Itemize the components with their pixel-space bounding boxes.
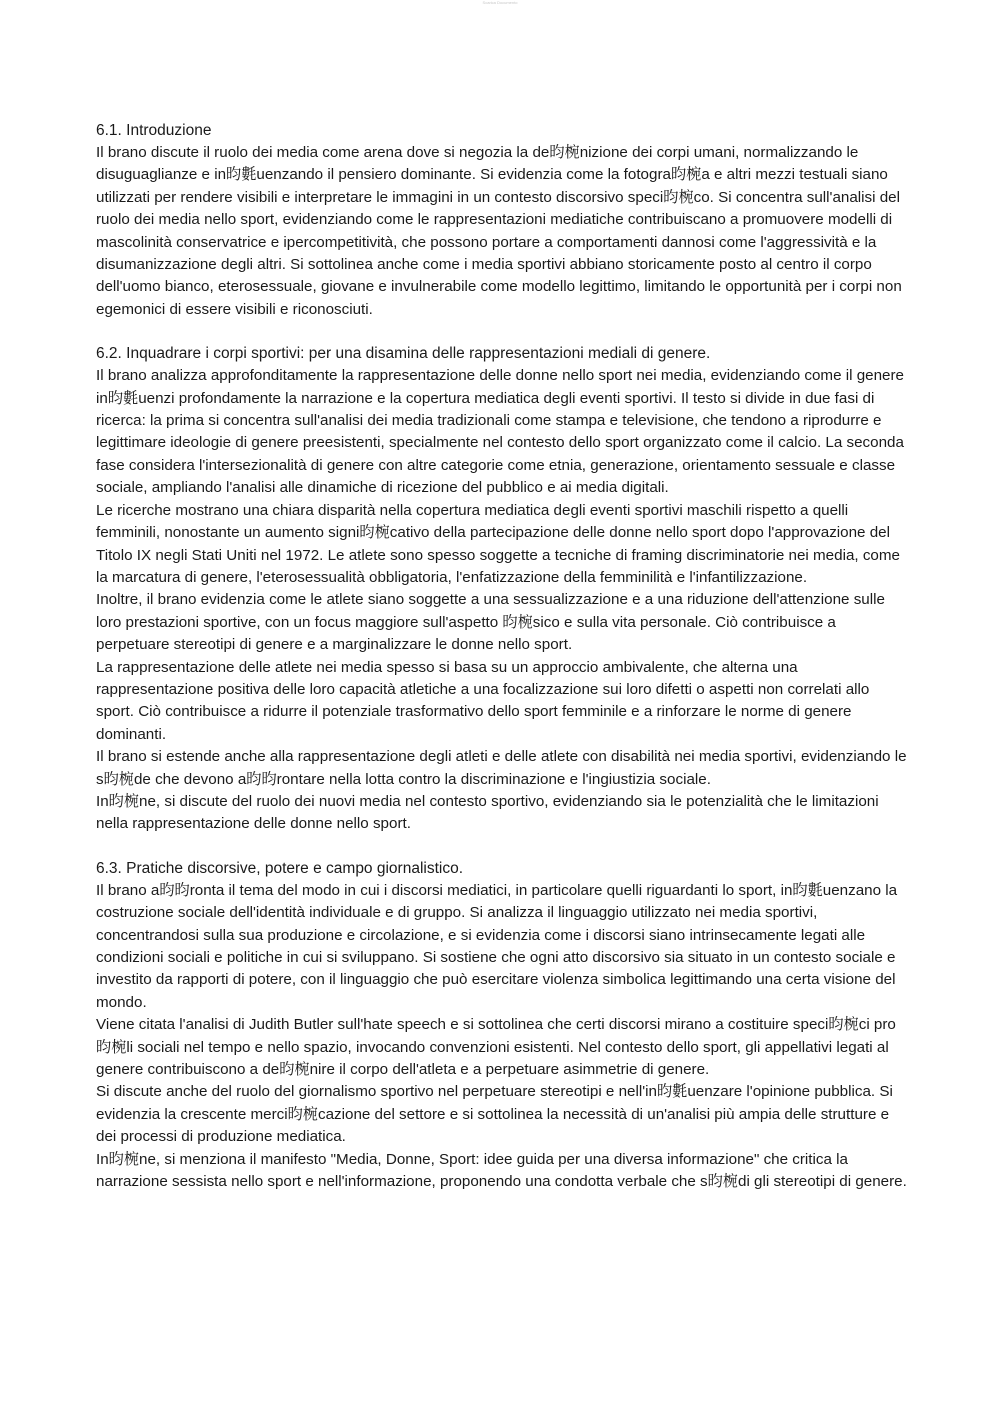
paragraph: La rappresentazione delle atlete nei media spesso si basa su un approccio ambivalente, che alterna una rappresentazione positiva delle loro capacità atletiche a una focalizzazione sui loro difetti o aspetti non correlati allo sport. Ciò contribuisce a ridurre il potenziale trasformativo dello sport femminile e a rinforzare le norme di genere dominanti. xyxy=(96,658,870,743)
section-pratiche-discorsive xyxy=(96,858,908,1194)
paragraph: In昀椀ne, si menziona il manifesto "Media, Donne, Sport: idee guida per una diversa informazione" che critica la narrazione sessista nello sport e nell'informazione, proponendo una condotta verbale che s昀椀di gli stereotipi di genere. xyxy=(96,1150,907,1191)
section-heading: 6.1. Introduzione xyxy=(96,122,212,139)
section-heading: 6.3. Pratiche discorsive, potere e campo giornalistico. xyxy=(96,859,464,877)
section-inquadrare-corpi-sportivi xyxy=(96,343,908,836)
paragraph: Il brano analizza approfonditamente la rappresentazione delle donne nello sport nei media, evidenziando come il genere in昀氀uenzi profondamente la narrazione e la copertura mediatica degli eventi sportivi. Il testo si divide in due fasi di ricerca: la prima si concentra sull'analisi dei media tradizionali come stampa e televisione, che tendono a riprodurre e legittimare ideologie di genere preesistenti, specialmente nel contesto dello sport organizzato come il calcio. La seconda fase considera l'intersezionalità di genere con altre categorie come etnia, generazione, orientamento sessuale e classe sociale, ampliando l'analisi alle dinamiche di ricezione del pubblico e ai media digitali. xyxy=(96,367,905,497)
paragraph: Inoltre, il brano evidenzia come le atlete siano soggette a una sessualizzazione e a una riduzione dell'attenzione sulle loro prestazioni sportive, con un focus maggiore sull'aspetto 昀椀sico e sulla vita personale. Ciò contribuisce a perpetuare stereotipi di genere e a marginalizzare le donne nello sport. xyxy=(96,591,885,654)
paragraph: Si discute anche del ruolo del giornalismo sportivo nel perpetuare stereotipi e nell'in昀氀uenzare l'opinione pubblica. Si evidenzia la crescente merci昀椀cazione del settore e si sottolinea la necessità di un'analisi più ampia delle strutture e dei processi di produzione mediatica. xyxy=(96,1083,893,1146)
paragraph: Il brano discute il ruolo dei media come arena dove si negozia la de昀椀nizione dei corpi umani, normalizzando le disuguaglianze e in昀氀uenzando il pensiero dominante. Si evidenzia come la fotogra昀椀a e altri mezzi testuali siano utilizzati per rendere visibili e interpretare le immagini in un contesto discorsivo speci昀椀co. Si concentra sull'analisi del ruolo dei media nello sport, evidenziando come le rappresentazioni mediatiche contribuiscano a promuovere modelli di mascolinità conservatrice e ipercompetitività, che possono portare a comportamenti dannosi come l'aggressività e la disumanizzazione degli altri. Si sottolinea anche come i media sportivi abbiano storicamente posto al centro il corpo dell'uomo bianco, eterosessuale, giovane e invulnerabile come modello legittimo, limitando le opportunità per i corpi non egemonici di essere visibili e riconosciuti. xyxy=(96,144,902,318)
paragraph: Il brano si estende anche alla rappresentazione degli atleti e delle atlete con disabilità nei media sportivi, evidenziando le s昀椀de che devono a昀昀rontare nella lotta contro la discriminazione e l'ingiustizia sociale. xyxy=(96,748,907,788)
page-watermark: Scarica Documento xyxy=(482,0,518,5)
document-page xyxy=(96,120,908,1215)
paragraph: Il brano a昀昀ronta il tema del modo in cui i discorsi mediatici, in particolare quelli riguardanti lo sport, in昀氀uenzano la costruzione sociale dell'identità individuale e di gruppo. Si analizza il linguaggio utilizzato nei media sportivi, concentrandosi sulla sua produzione e circolazione, e si evidenzia come i discorsi siano intrinsecamente legati alle condizioni sociali e politiche in cui si sviluppano. Si sostiene che ogni atto discorsivo sia situato in un contesto sociale e investito da rapporti di potere, con il linguaggio che può esercitare violenza simbolica legittimando una certa visione del mondo. xyxy=(96,881,898,1011)
paragraph: Viene citata l'analisi di Judith Butler sull'hate speech e si sottolinea che certi discorsi mirano a costituire speci昀椀ci pro昀椀li sociali nel tempo e nello spazio, invocando convenzioni esistenti. Nel contesto dello sport, gli appellativi legati al genere contribuiscono a de昀椀nire il corpo dell'atleta e a perpetuare asimmetrie di genere. xyxy=(96,1016,896,1079)
section-heading: 6.2. Inquadrare i corpi sportivi: per una disamina delle rappresentazioni mediali di genere. xyxy=(96,345,711,363)
paragraph: In昀椀ne, si discute del ruolo dei nuovi media nel contesto sportivo, evidenziando sia le potenzialità che le limitazioni nella rappresentazione delle donne nello sport. xyxy=(96,792,879,833)
section-introduzione xyxy=(96,120,908,321)
paragraph: Le ricerche mostrano una chiara disparità nella copertura mediatica degli eventi sportivi maschili rispetto a quelli femminili, nonostante un aumento signi昀椀cativo della partecipazione delle donne nello sport dopo l'approvazione del Titolo IX negli Stati Uniti nel 1972. Le atlete sono spesso soggette a tecniche di framing discriminatorie nei media, come la marcatura di genere, l'eterosessualità obbligatoria, l'enfatizzazione della femminilità e l'infantilizzazione. xyxy=(96,501,900,586)
